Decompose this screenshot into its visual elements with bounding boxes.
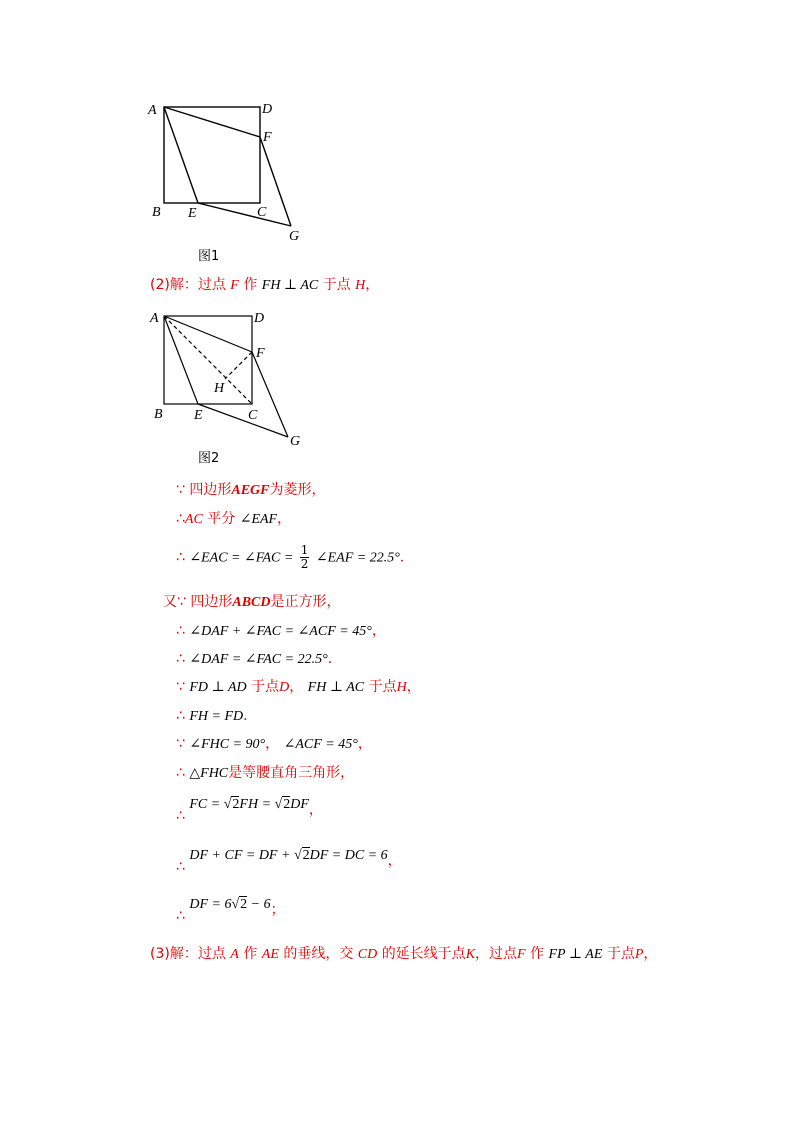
segment-ae [164,316,198,404]
step-6: ∴ ∠DAF = ∠FAC = 22.5°. [176,651,333,667]
step-2: ∴AC 平分 ∠EAF， [176,511,292,527]
label-c: C [257,205,267,220]
figure-2 [140,300,320,450]
figure-1 [140,95,320,245]
label-c: C [248,408,258,423]
label-f: F [263,130,272,145]
label-f: F [256,346,265,361]
step-4: 又∵ 四边形ABCD是正方形， [163,594,341,610]
label-a: A [150,311,159,326]
step-3: ∴ ∠EAC = ∠FAC = $\frac{1}{2}$ ∠EAF = 22.5°. [176,543,405,571]
segment-fh-dashed [225,352,252,379]
label-d: D [262,102,273,117]
segment-af [164,107,260,137]
part2-intro: (2)解：过点 F 作 FH ⊥ AC 于点 H， [150,277,380,293]
label-h: H [214,381,225,396]
segment-eg [198,404,288,437]
figure-1-caption: 图1 [198,249,220,264]
label-e: E [194,408,203,423]
label-a: A [148,103,157,118]
fraction-one-half: $\frac{1}{2}$ [300,543,309,571]
segment-ae [164,107,198,203]
label-g: G [289,229,300,244]
step-5: ∴ ∠DAF + ∠FAC = ∠ACF = 45°， [176,623,386,639]
label-b: B [154,407,163,422]
segment-ac-dashed [164,316,252,404]
step-1: ∵ 四边形AEGF为菱形， [176,482,326,498]
label-d: D [254,311,265,326]
part3-intro: (3)解：过点 A 作 AE 的垂线，交 CD 的延长线于点K，过点F 作 FP ⊥ AE 于点P， [150,946,658,962]
figure-2-caption: 图2 [198,451,220,466]
label-e: E [188,206,197,221]
step-8: ∴ FH = FD. [176,708,248,724]
segment-af [164,316,252,352]
step-13: ∴ DF = 6√2 − 6； [176,897,285,924]
step-10: ∴ △FHC是等腰直角三角形， [176,765,355,781]
segment-eg [198,203,291,226]
label-b: B [152,205,161,220]
step-11: ∴ FC = √2FH = √2DF， [176,797,323,824]
step-12: ∴ DF + CF = DF + √2DF = DC = 6， [176,848,402,875]
segment-fg [252,352,288,437]
step-9: ∵ ∠FHC = 90°， ∠ACF = 45°， [176,736,372,752]
label-g: G [290,434,301,449]
step-7: ∵ FD ⊥ AD 于点D， FH ⊥ AC 于点H， [176,679,421,695]
